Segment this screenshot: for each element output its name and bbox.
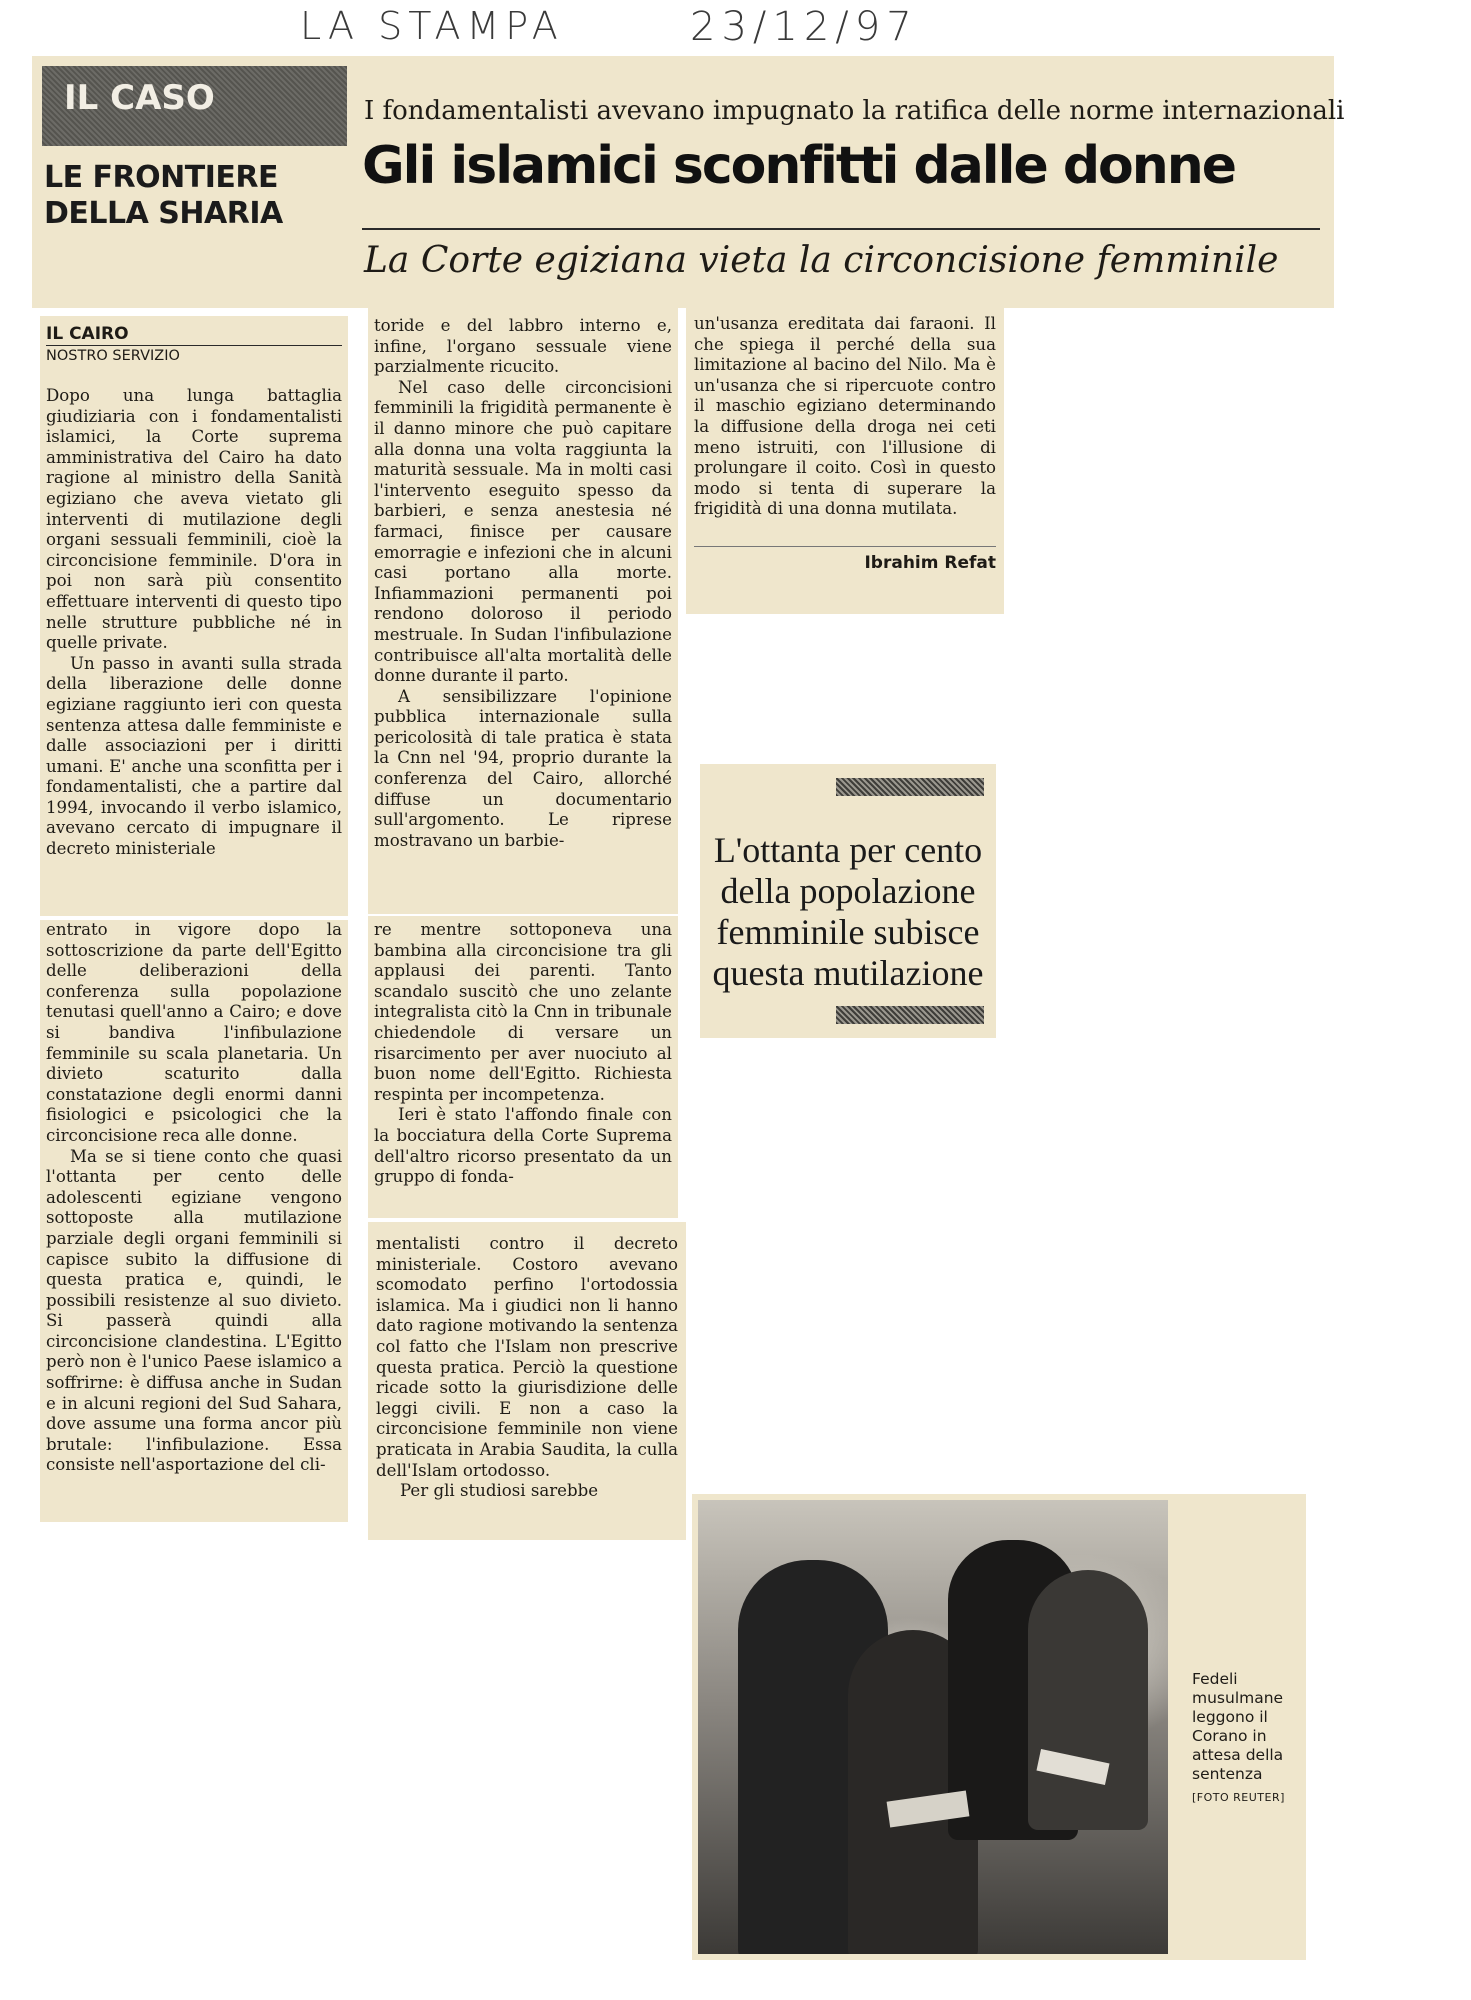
pull-quote-text: L'ottanta per cento della popolazione femminile subisce questa mutilazione [712,830,984,993]
column-3 [686,300,1004,614]
paragraph: re mentre sottoponeva una bambina alla circoncisione tra gli applausi dei parenti. Tanto scandalo suscitò che uno zelante integralista citò la Cnn in tribunale chiedendole di versare un risarcimento per aver nuociuto al buon nome dell'Egitto. Richiesta respinta per incompetenza. [374,920,672,1104]
kicker-label: IL CASO [64,78,215,118]
paragraph: un'usanza ereditata dai faraoni. Il che spiega il perché della sua limitazione al bacino del Nilo. Ma è un'usanza che si ripercuote contro il maschio egiziano determinando la diffusione della droga nei ceti meno istruiti, con l'illusione di prolungare il coito. Così in questo modo si tenta di superare la frigidità di una donna mutilata. [694,314,996,519]
paragraph: A sensibilizzare l'opinione pubblica internazionale sulla pericolosità di tale pratica è stata la Cnn nel '94, proprio durante la conferenza del Cairo, allorché diffuse un documentario sull'argomento. Le riprese mostravano un barbie- [374,686,672,850]
headline: Gli islamici sconfitti dalle donne [362,136,1236,196]
photo-credit: [FOTO REUTER] [1192,1791,1285,1804]
column-2-middle [368,916,678,1218]
byline-service: NOSTRO SERVIZIO [46,348,180,364]
column-1-top [40,316,348,916]
column-2-bottom [368,1222,686,1540]
pull-quote [700,764,996,1038]
section-title: LE FRONTIERE DELLA SHARIA [44,160,283,231]
subheadline: La Corte egiziana vieta la circoncisione femminile [364,240,1279,281]
news-photo [698,1500,1168,1954]
dateline: IL CAIRO [46,324,342,346]
photo-caption-text: Fedeli musulmane leggono il Corano in attesa della sentenza [1192,1670,1284,1783]
overline: I fondamentalisti avevano impugnato la ratifica delle norme internazionali [364,96,1345,126]
headline-rule [362,228,1320,230]
paragraph: mentalisti contro il decreto ministeriale. Costoro avevano scomodato perfino l'ortodossia islamica. Ma i giudici non li hanno dato ragione motivando la sentenza col fatto che l'Islam non prescrive questa pratica. Perciò la questione ricade sotto la giurisdizione delle leggi civili. E non a caso la circoncisione femminile non viene praticata in Arabia Saudita, la culla dell'Islam ortodosso. [376,1234,678,1480]
author-signature: Ibrahim Refat [694,546,996,573]
photo-figure [1028,1570,1148,1830]
photo-panel [692,1494,1306,1960]
paragraph: Nel caso delle circoncisioni femminili la frigidità permanente è il danno minore che può capitare alla donna una volta raggiunta la maturità sessuale. Ma in molti casi l'intervento eseguito spesso da barbieri, e senza anestesia né farmaci, finisce per causare emorragie e infezioni che in alcuni casi portano alla morte. Infiammazioni permanenti poi rendono doloroso il periodo mestruale. In Sudan l'infibulazione contribuisce all'alta mortalità delle donne durante il parto. [374,377,672,686]
column-2-top [368,300,678,914]
handwritten-source: LA STAMPA [300,4,564,48]
kicker-box [42,66,347,146]
article-header [32,56,1345,308]
column-1-bottom [40,920,348,1522]
paragraph: Per gli studiosi sarebbe [400,1481,599,1501]
hatch-rule-bottom [836,1006,984,1024]
paragraph: toride e del labbro interno e, infine, l'organo sessuale viene parzialmente ricucito. [374,316,672,377]
paragraph: Dopo una lunga battaglia giudiziaria con i fondamentalisti islamici, la Corte suprema amministrativa del Cairo ha dato ragione al ministro della Sanità egiziano che aveva vietato gli interventi di mutilazione degli organi sessuali femminili, cioè la circoncisione femminile. D'ora in poi non sarà più consentito effettuare interventi di questo tipo nelle strutture pubbliche né in quelle private. [46,386,342,653]
hatch-rule-top [836,778,984,796]
photo-caption [1192,1670,1302,1807]
paragraph: Un passo in avanti sulla strada della liberazione delle donne egiziane raggiunto ieri con questa sentenza attesa dalle femministe e dalle associazioni per i diritti umani. E' anche una sconfitta per i fondamentalisti, che a partire dal 1994, invocando il verbo islamico, avevano cercato di impugnare il decreto ministeriale [46,653,342,859]
paragraph: entrato in vigore dopo la sottoscrizione da parte dell'Egitto delle deliberazioni della conferenza sulla popolazione tenutasi quell'anno a Cairo; e dove si bandiva l'infibulazione femminile su scala planetaria. Un divieto scaturito dalla constatazione degli enormi danni fisiologici e psicologici che la circoncisione reca alle donne. [46,920,342,1145]
paragraph: Ieri è stato l'affondo finale con la bocciatura della Corte Suprema dell'altro ricorso presentato da un gruppo di fonda- [374,1105,672,1187]
handwritten-date: 23/12/97 [690,4,918,50]
paragraph: Ma se si tiene conto che quasi l'ottanta per cento delle adolescenti egiziane vengono sottoposte alla mutilazione parziale degli organi femminili si capisce subito la diffusione di questa pratica e, quindi, le possibili resistenze al suo divieto. Si passerà quindi alla circoncisione clandestina. L'Egitto però non è l'unico Paese islamico a soffrirne: è diffusa anche in Sudan e in alcuni regioni del Sud Sahara, dove assume una forma ancor più brutale: l'infibulazione. Essa consiste nell'asportazione del cli- [46,1146,342,1475]
